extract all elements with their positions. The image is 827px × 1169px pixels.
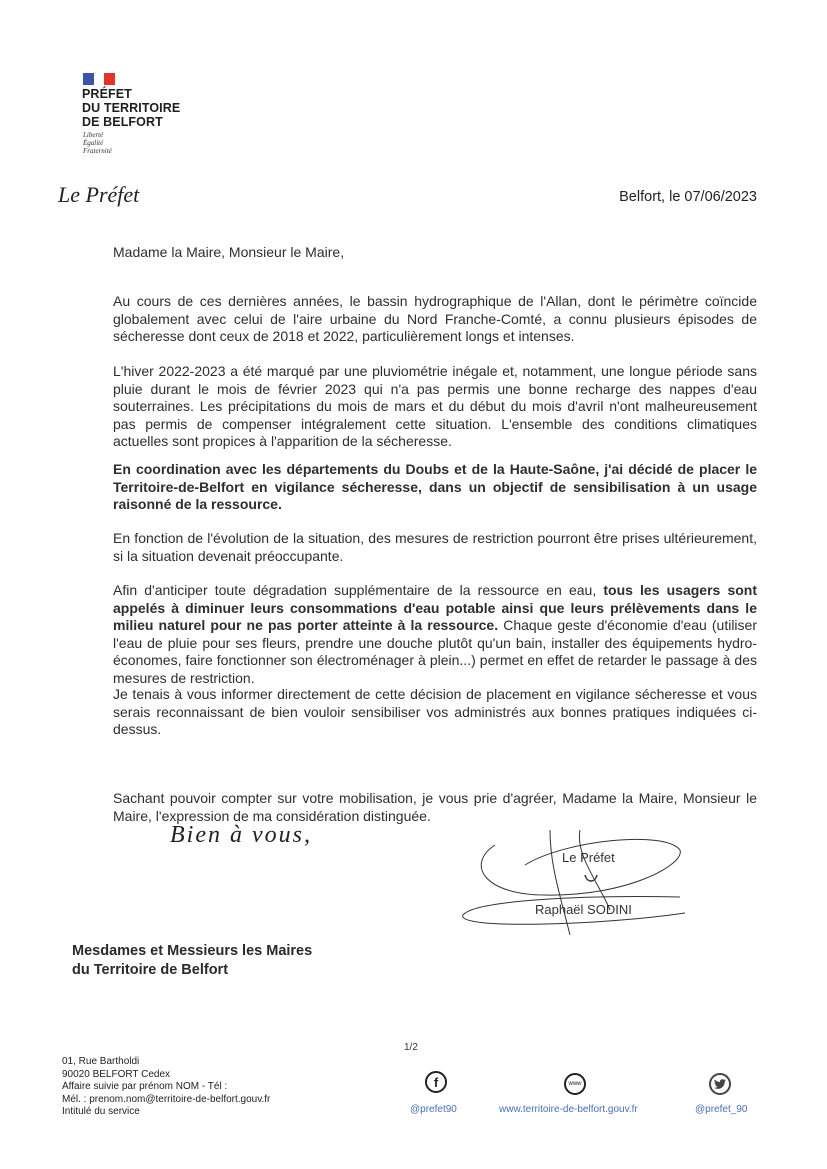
- handwritten-closing: Bien à vous,: [170, 822, 312, 848]
- footer-address: [62, 1056, 270, 1119]
- paragraph: Au cours de ces dernières années, le bassin hydrographique de l'Allan, dont le périmètre coïncide globalement avec celui de l'aire urbaine du Nord Franche-Comté, a connu plusieurs épisodes de sécheresse dont ceux de 2018 et 2022, particulièrement longs et intenses.: [113, 293, 757, 344]
- motto-line: Fraternité: [83, 147, 112, 155]
- text-bold: tous les usagers sont appelés à diminuer leurs consommations d'eau potable ainsi que leurs prélèvements dans le milieu naturel pour ne pas porter atteinte à la ressource.: [113, 582, 758, 633]
- motto-line: Égalité: [83, 139, 104, 147]
- www-icon: www: [564, 1073, 586, 1095]
- recipient-line: du Territoire de Belfort: [72, 962, 229, 978]
- address-line: 90020 BELFORT Cedex: [62, 1068, 171, 1080]
- website-link[interactable]: www.territoire-de-belfort.gouv.fr: [499, 1104, 638, 1115]
- text: Afin d'anticiper toute dégradation supplémentaire de la ressource en eau,: [113, 582, 604, 598]
- org-line: DU TERRITOIRE: [82, 101, 181, 115]
- recipients: [72, 942, 312, 980]
- address-line: Intitulé du service: [62, 1106, 140, 1117]
- address-line: 01, Rue Bartholdi: [62, 1056, 140, 1067]
- salutation: Madame la Maire, Monsieur le Maire,: [113, 244, 345, 260]
- text: Chaque geste d'économie d'eau (utiliser l'eau de pluie pour ses fleurs, prendre une douche plutôt qu'un bain, installer des équipements hydro-économes, faire fonctionner son électroménager à plein...) permet en effet de retarder le passage à des mesures de restriction.: [113, 617, 757, 686]
- facebook-icon: f: [425, 1071, 447, 1093]
- org-name: [82, 87, 180, 129]
- motto-line: Liberté: [83, 131, 104, 139]
- twitter-icon: [709, 1073, 731, 1095]
- signatory-title: Le Préfet: [562, 850, 615, 865]
- motto: [83, 131, 112, 155]
- address-line: Affaire suivie par prénom NOM - Tél :: [62, 1081, 228, 1092]
- sender-title: Le Préfet: [58, 182, 140, 207]
- closing-paragraph: Sachant pouvoir compter sur votre mobilisation, je vous prie d'agréer, Madame la Maire, Monsieur le Maire, l'expression de ma considération distinguée.: [113, 790, 757, 824]
- twitter-link[interactable]: @prefet_90: [695, 1104, 748, 1115]
- org-line: DE BELFORT: [82, 115, 163, 129]
- paragraph: [113, 582, 757, 687]
- recipient-line: Mesdames et Messieurs les Maires: [72, 943, 313, 959]
- page-number: 1/2: [404, 1042, 418, 1053]
- marianne-flag-logo: [83, 73, 115, 85]
- paragraph: En fonction de l'évolution de la situation, des mesures de restriction pourront être prises ultérieurement, si la situation devenait préoccupante.: [113, 530, 757, 564]
- letter-date: Belfort, le 07/06/2023: [619, 189, 757, 205]
- paragraph-bold: En coordination avec les départements du Doubs et de la Haute-Saône, j'ai décidé de placer le Territoire-de-Belfort en vigilance sécheresse, dans un objectif de sensibilisation à un usage raisonné de la ressource.: [113, 461, 757, 512]
- signatory-name: Raphaël SODINI: [535, 902, 632, 917]
- signature-scribble: [455, 825, 685, 935]
- paragraph: L'hiver 2022-2023 a été marqué par une pluviométrie inégale et, notamment, une longue période sans pluie durant le mois de février 2023 qui n'a pas permis une bonne recharge des nappes d'eau souterraines. Les précipitations du mois de mars et du début du mois d'avril n'ont malheureusement pas permis de compenser intégralement cette situation. L'ensemble des conditions climatiques actuelles sont propices à l'apparition de la sécheresse.: [113, 363, 757, 449]
- paragraph: Je tenais à vous informer directement de cette décision de placement en vigilance sécheresse et vous serais reconnaissant de bien vouloir sensibiliser vos administrés aux bonnes pratiques indiquées ci-dessus.: [113, 686, 757, 737]
- facebook-link[interactable]: @prefet90: [410, 1104, 457, 1115]
- org-line: PRÉFET: [82, 87, 132, 101]
- address-line: Mél. : prenom.nom@territoire-de-belfort.gouv.fr: [62, 1093, 271, 1105]
